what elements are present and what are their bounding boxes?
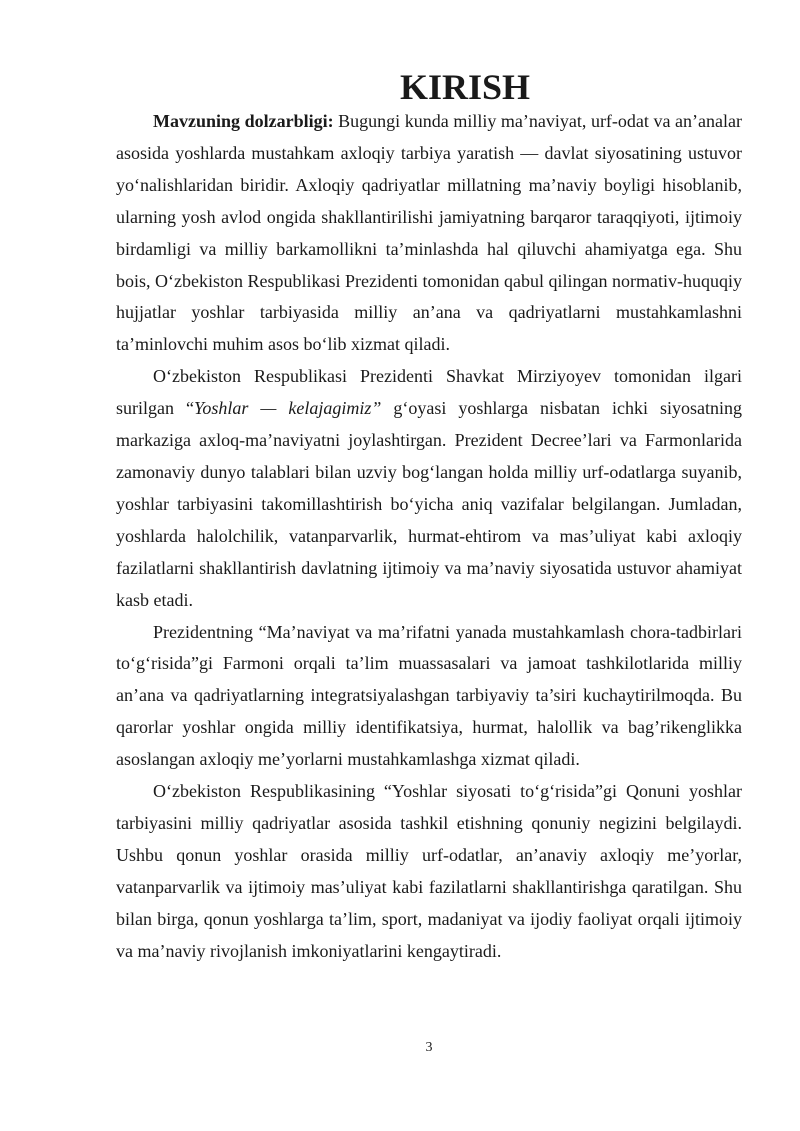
paragraph-text-before-quote: O‘zbekiston Respublikasi Prezidenti Shavkat Mirziyoyev tomonidan ilgari surilgan “ [116, 366, 742, 419]
page-title: KIRISH [399, 67, 531, 107]
paragraph-lead-heading: Mavzuning dolzarbligi: [153, 111, 334, 131]
paragraph-text: Bugungi kunda milliy ma’naviyat, urf-odat va an’analar asosida yoshlarda mustahkam axloqiy tarbiya yaratish — davlat siyosatining ustuvor yo‘nalishlaridan biridir. Axloqiy qadriyatlar millatning ma’naviy boyligi hisoblanib, ularning yosh avlod ongida shakllantirilishi jamiyatning barqaror taraqqiyoti, ijtimoiy birdamligi va milliy barkamollikni ta’minlashda hal qiluvchi ahamiyatga ega. Shu bois, O‘zbekiston Respublikasi Prezidenti tomonidan qabul qilingan normativ-huquqiy hujjatlar yoshlar tarbiyasida milliy an’ana va qadriyatlarni mustahkamlashni ta’minlovchi muhim asos bo‘lib xizmat qiladi. [116, 111, 743, 355]
page-number: 3 [425, 1040, 433, 1055]
paragraph-youth-law: O‘zbekiston Respublikasining “Yoshlar siyosati to‘g‘risida”gi Qonuni yoshlar tarbiyasini milliy qadriyatlar asosida tashkil etishning qonuniy negizini belgilaydi. Ushbu qonun yoshlar orasida milliy urf-odatlar, an’anaviy axloqiy me’yorlar, vatanparvarlik va ijtimoiy mas’uliyat kabi fazilatlarni shakllantirishga qaratilgan. Shu bilan birga, qonun yoshlarga ta’lim, sport, madaniyat va ijodiy faoliyat orqali ijtimoiy va ma’naviy rivojlanish imkoniyatlarini kengaytiradi. [116, 781, 742, 961]
paragraph-president-idea [116, 361, 742, 616]
paragraph-text-after-quote: g‘oyasi yoshlarga nisbatan ichki siyosatning markaziga axloq-ma’naviyatni joylashtirgan. Prezident Decree’lari va Farmonlarida zamonaviy dunyo talablari bilan uzviy bog‘langan holda milliy urf-odatlarga suyanib, yoshlar tarbiyasini takomillashtirish bo‘yicha aniq vazifalar belgilangan. Jumladan, yoshlarda halolchilik, vatanparvarlik, hurmat-ehtirom va mas’uliyat kabi axloqiy fazilatlarni shakllantirish davlatning ijtimoiy va ma’naviy siyosatida ustuvor ahamiyat kasb etadi. [116, 398, 742, 610]
paragraph-relevance [116, 106, 742, 361]
paragraph-decree: Prezidentning “Ma’naviyat va ma’rifatni yanada mustahkamlash chora-tadbirlari to‘g‘risida”gi Farmoni orqali ta’lim muassasalari va jamoat tashkilotlarida milliy an’ana va qadriyatlarning integratsiyalashgan tarbiyaviy ta’siri kuchaytirilmoqda. Bu qarorlar yoshlar ongida milliy identifikatsiya, hurmat, halollik va bag’rikenglikka asoslangan axloqiy me’yorlarni mustahkamlashga xizmat qiladi. [116, 621, 742, 770]
quoted-slogan: Yoshlar — kelajagimiz” [193, 398, 382, 419]
document-page [116, 67, 743, 967]
